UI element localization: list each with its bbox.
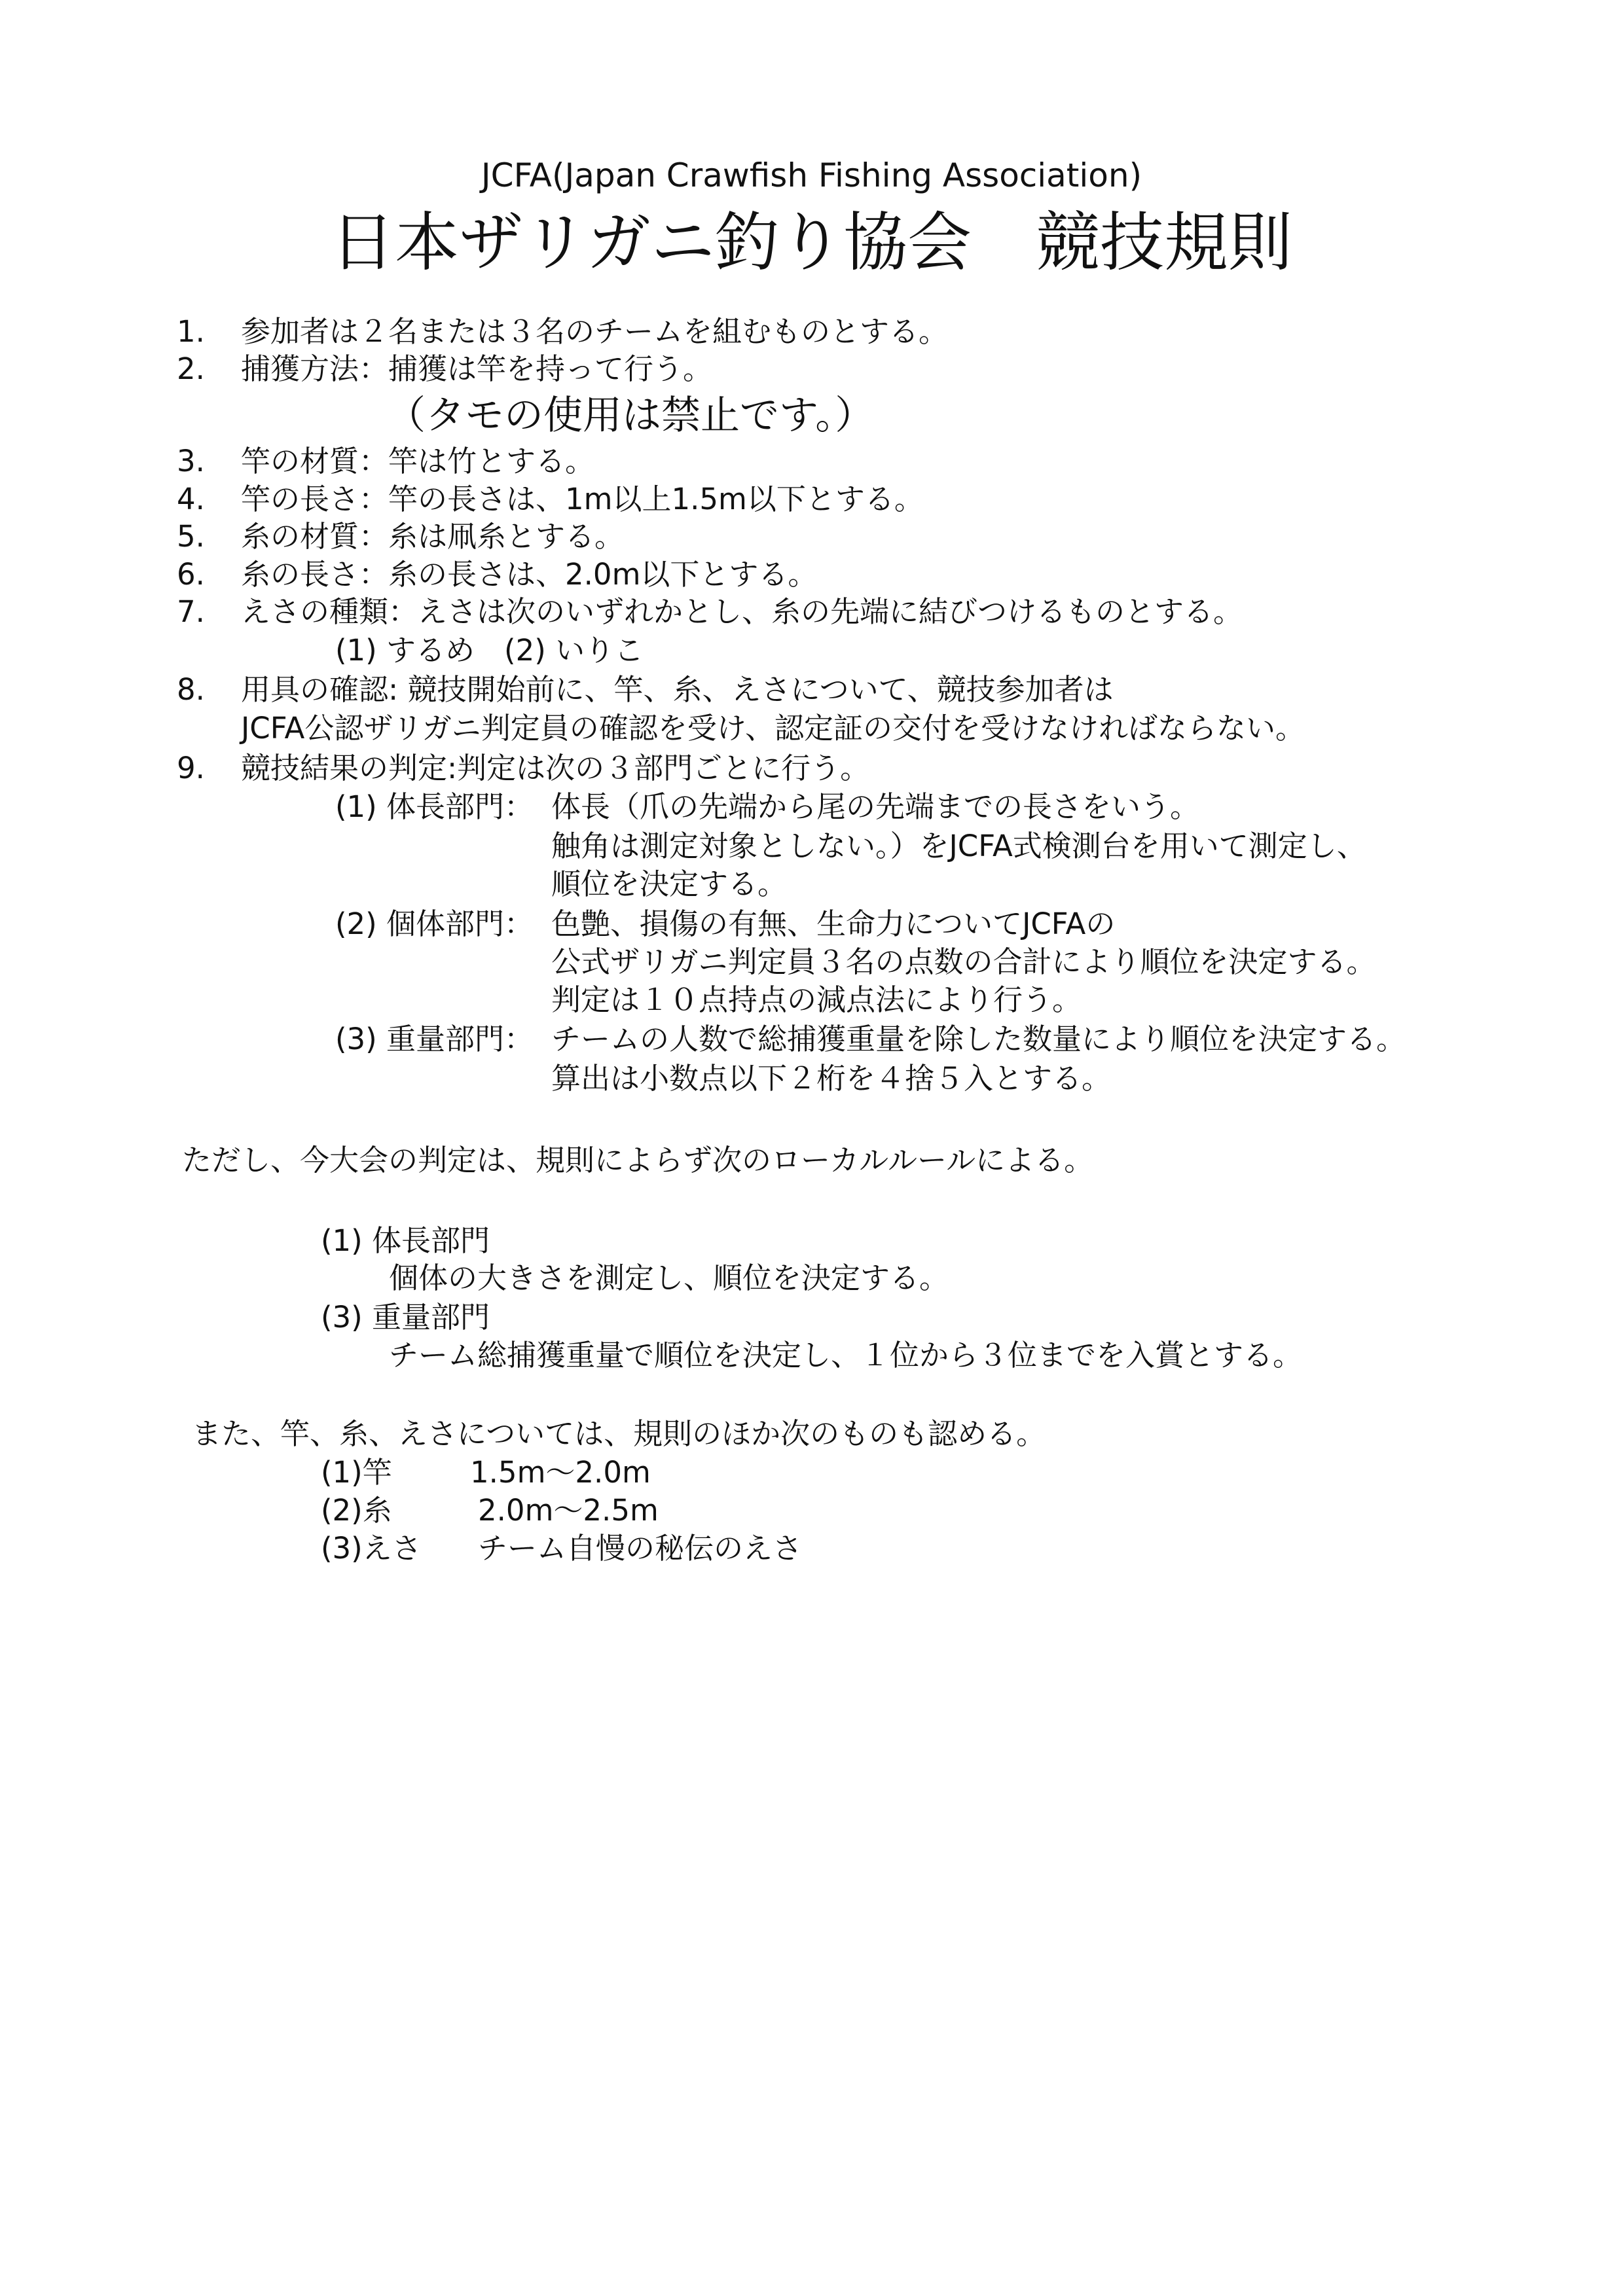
rule-8-continued: JCFA公認ザリガニ判定員の確認を受け、認定証の交付を受けなければならない。: [241, 711, 1305, 745]
local-rules-intro: ただし、今大会の判定は、規則によらず次のローカルルールによる。: [182, 1143, 1094, 1177]
document-subtitle: JCFA(Japan Crawfish Fishing Association): [481, 156, 1142, 194]
judging-length-line: 体長（爪の先端から尾の先端までの長さをいう。: [551, 789, 1200, 824]
local-rule-label: (3) 重量部門: [321, 1300, 490, 1335]
rule-text: 竿の材質：竿は竹とする。: [241, 444, 595, 478]
rule-text: 参加者は２名または３名のチームを組むものとする。: [241, 314, 949, 349]
document-title: 日本ザリガニ釣り協会 競技規則: [330, 206, 1293, 280]
rule-4: [177, 481, 924, 518]
judging-individual-line: 判定は１０点持点の減点法により行う。: [551, 982, 1082, 1017]
rule-text: 糸の長さ：糸の長さは、2.0m以下とする。: [241, 557, 818, 592]
local-rule-label: (1) 体長部門: [321, 1223, 490, 1258]
rule-number: 3.: [177, 444, 205, 478]
allowance-label: (2)糸: [321, 1493, 392, 1528]
rule-text: 糸の材質：糸は凧糸とする。: [241, 519, 625, 554]
rule-text: 捕獲方法：捕獲は竿を持って行う。: [241, 351, 713, 386]
rule-9: [177, 750, 869, 787]
rule-text: 競技結果の判定:判定は次の３部門ごとに行う。: [241, 751, 870, 785]
rule-text: えさの種類：えさは次のいずれかとし、糸の先端に結びつけるものとする。: [241, 594, 1243, 629]
judging-individual-line: 色艶、損傷の有無、生命力についてJCFAの: [551, 906, 1116, 941]
rule-2-note: （タモの使用は禁止です。）: [386, 393, 875, 439]
allowances-intro: また、竿、糸、えさについては、規則のほか次のものも認める。: [192, 1416, 1046, 1451]
allowance-label: (1)竿: [321, 1455, 392, 1490]
local-rule-text: チーム総捕獲重量で順位を決定し、１位から３位までを入賞とする。: [389, 1338, 1303, 1372]
rule-number: 2.: [177, 351, 205, 386]
rule-number: 9.: [177, 751, 205, 785]
rule-number: 7.: [177, 594, 205, 629]
judging-length-line: 順位を決定する。: [551, 867, 788, 901]
rule-7: [177, 594, 1243, 630]
judging-weight-label: (3) 重量部門：: [335, 1022, 534, 1056]
rule-5: [177, 518, 624, 555]
rule-1: [177, 314, 948, 350]
rule-number: 6.: [177, 557, 205, 592]
allowance-label: (3)えさ: [321, 1531, 422, 1566]
local-rule-text: 個体の大きさを測定し、順位を決定する。: [389, 1261, 949, 1295]
allowance-value: 2.0m～2.5m: [478, 1493, 659, 1528]
judging-individual-line: 公式ザリガニ判定員３名の点数の合計により順位を決定する。: [551, 944, 1376, 979]
judging-individual-label: (2) 個体部門：: [335, 906, 534, 941]
rule-7-bait-options: (1) するめ (2) いりこ: [335, 633, 644, 668]
judging-weight-line: チームの人数で総捕獲重量を除した数量により順位を決定する。: [551, 1022, 1406, 1056]
judging-length-line: 触角は測定対象としない。）をJCFA式検測台を用いて測定し、: [551, 829, 1366, 863]
rule-number: 4.: [177, 482, 205, 516]
judging-weight-line: 算出は小数点以下２桁を４捨５入とする。: [551, 1061, 1112, 1096]
judging-length-label: (1) 体長部門：: [335, 789, 534, 824]
rule-number: 5.: [177, 519, 205, 554]
rule-3: [177, 443, 594, 480]
allowance-value: 1.5m～2.0m: [470, 1455, 651, 1490]
rule-number: 1.: [177, 314, 205, 349]
rule-text: 竿の長さ：竿の長さは、1m以上1.5m以下とする。: [241, 482, 924, 516]
rule-number: 8.: [177, 672, 205, 707]
rule-text: 用具の確認: 競技開始前に、竿、糸、えさについて、競技参加者は: [241, 672, 1114, 707]
rule-2: [177, 351, 712, 387]
rule-8: [177, 672, 1114, 708]
rule-6: [177, 556, 817, 593]
allowance-value: チーム自慢の秘伝のえさ: [478, 1531, 803, 1566]
